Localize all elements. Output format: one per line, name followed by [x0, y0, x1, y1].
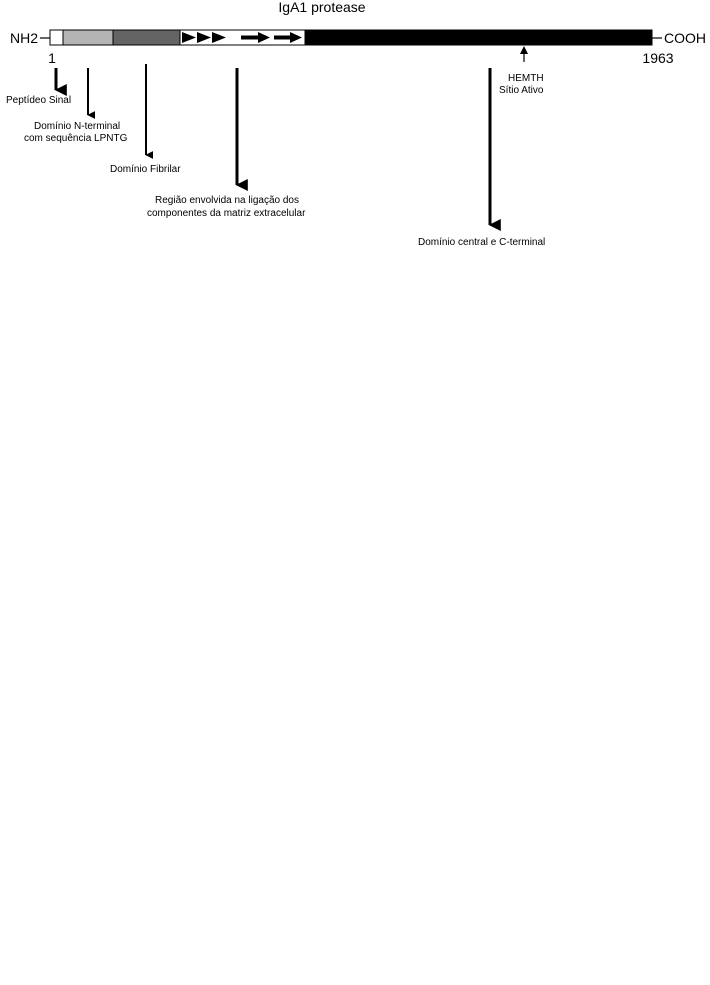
n-terminal-segment [63, 30, 113, 45]
signal-peptide-label: Peptídeo Sinal [6, 95, 72, 106]
central-c-terminal-label: Domínio central e C-terminal [418, 237, 546, 248]
n-terminus-label: NH2 [10, 30, 39, 46]
diagram-title: IgA1 protease [278, 0, 366, 15]
active-site-arrowhead [520, 46, 528, 54]
fibrillar-label: Domínio Fibrilar [110, 164, 181, 175]
active-site-label-line1: HEMTH [508, 73, 544, 84]
c-terminus-label: COOH [664, 30, 706, 46]
active-site-label-line2: Sítio Ativo [499, 85, 544, 96]
ecm-region-label-line1: Região envolvida na ligação dos [155, 195, 299, 206]
signal-peptide-segment [50, 30, 63, 45]
ecm-region-label-line2: componentes da matriz extracelular [147, 208, 306, 219]
fibrillar-segment [113, 30, 180, 45]
end-position-label: 1963 [642, 50, 674, 66]
start-position-label: 1 [48, 50, 56, 66]
protein-bar [50, 30, 652, 45]
n-terminal-label-line1: Domínio N-terminal [34, 121, 121, 132]
n-terminal-label-line2: com sequência LPNTG [24, 133, 128, 144]
central-c-terminal-segment [305, 30, 652, 45]
iga1-protease-domain-diagram [0, 0, 710, 290]
